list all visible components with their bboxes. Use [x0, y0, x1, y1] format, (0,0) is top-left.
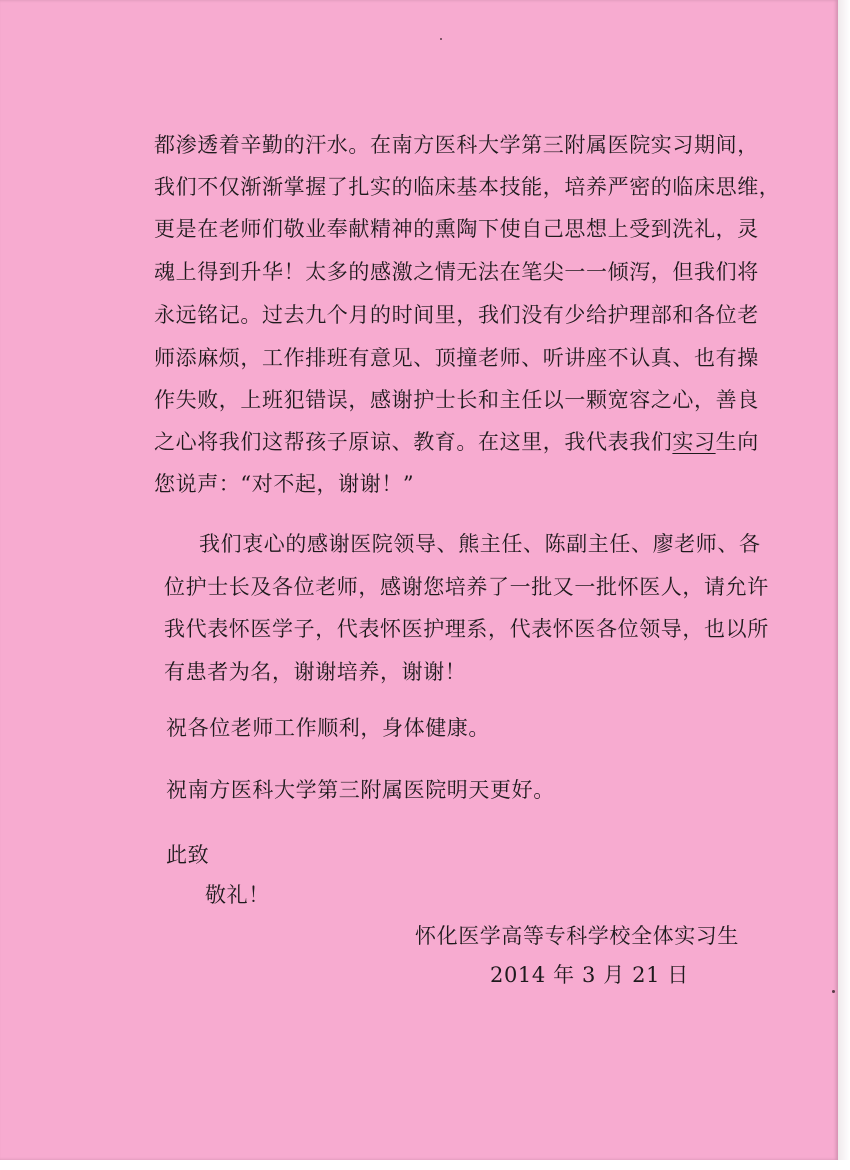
underlined-word: 实习 [672, 430, 716, 454]
paragraph-2-line-3: 我代表怀医学子，代表怀医护理系，代表怀医各位领导，也以所 [164, 617, 769, 641]
paper-speck [440, 38, 442, 40]
paragraph-1-line-4: 魂上得到升华！太多的感激之情无法在笔尖一一倾泻，但我们将 [154, 260, 759, 284]
closing-salutation: 此致 [166, 843, 210, 867]
wish-hospital: 祝南方医科大学第三附属医院明天更好。 [166, 778, 555, 802]
paragraph-1-line-8-tail: 生向 [715, 430, 759, 454]
paragraph-2-line-1: 我们衷心的感谢医院领导、熊主任、陈副主任、廖老师、各 [199, 532, 761, 556]
closing-respect: 敬礼！ [205, 883, 270, 907]
paragraph-1-line-1: 都渗透着辛勤的汗水。在南方医科大学第三附属医院实习期间， [154, 133, 759, 157]
paragraph-1-line-3: 更是在老师们敬业奉献精神的熏陶下使自己思想上受到洗礼，灵 [154, 217, 759, 241]
signature: 怀化医学高等专科学校全体实习生 [415, 924, 739, 948]
paragraph-1-line-8-text: 之心将我们这帮孩子原谅、教育。在这里，我代表我们 [154, 430, 673, 454]
date: 2014 年 3 月 21 日 [490, 963, 689, 987]
paper-speck [832, 990, 835, 993]
paragraph-2-line-4: 有患者为名，谢谢培养，谢谢！ [164, 660, 467, 684]
paper-edge-bottom [0, 1160, 850, 1170]
paragraph-1-line-8 [154, 432, 759, 453]
paragraph-1-line-7: 作失败，上班犯错误，感谢护士长和主任以一颗宽容之心，善良 [154, 388, 759, 412]
paragraph-1-line-2: 我们不仅渐渐掌握了扎实的临床基本技能，培养严密的临床思维， [154, 175, 781, 199]
paragraph-2-line-2: 位护士长及各位老师，感谢您培养了一批又一批怀医人，请允许 [164, 575, 769, 599]
paper-edge-right [838, 0, 850, 1170]
paragraph-1-line-6: 师添麻烦，工作排班有意见、顶撞老师、听讲座不认真、也有操 [154, 346, 759, 370]
paragraph-1-line-9: 您说声：“对不起，谢谢！” [154, 472, 415, 496]
wish-teachers: 祝各位老师工作顺利，身体健康。 [166, 716, 490, 740]
paragraph-1-line-5: 永远铭记。过去九个月的时间里，我们没有少给护理部和各位老 [154, 303, 759, 327]
